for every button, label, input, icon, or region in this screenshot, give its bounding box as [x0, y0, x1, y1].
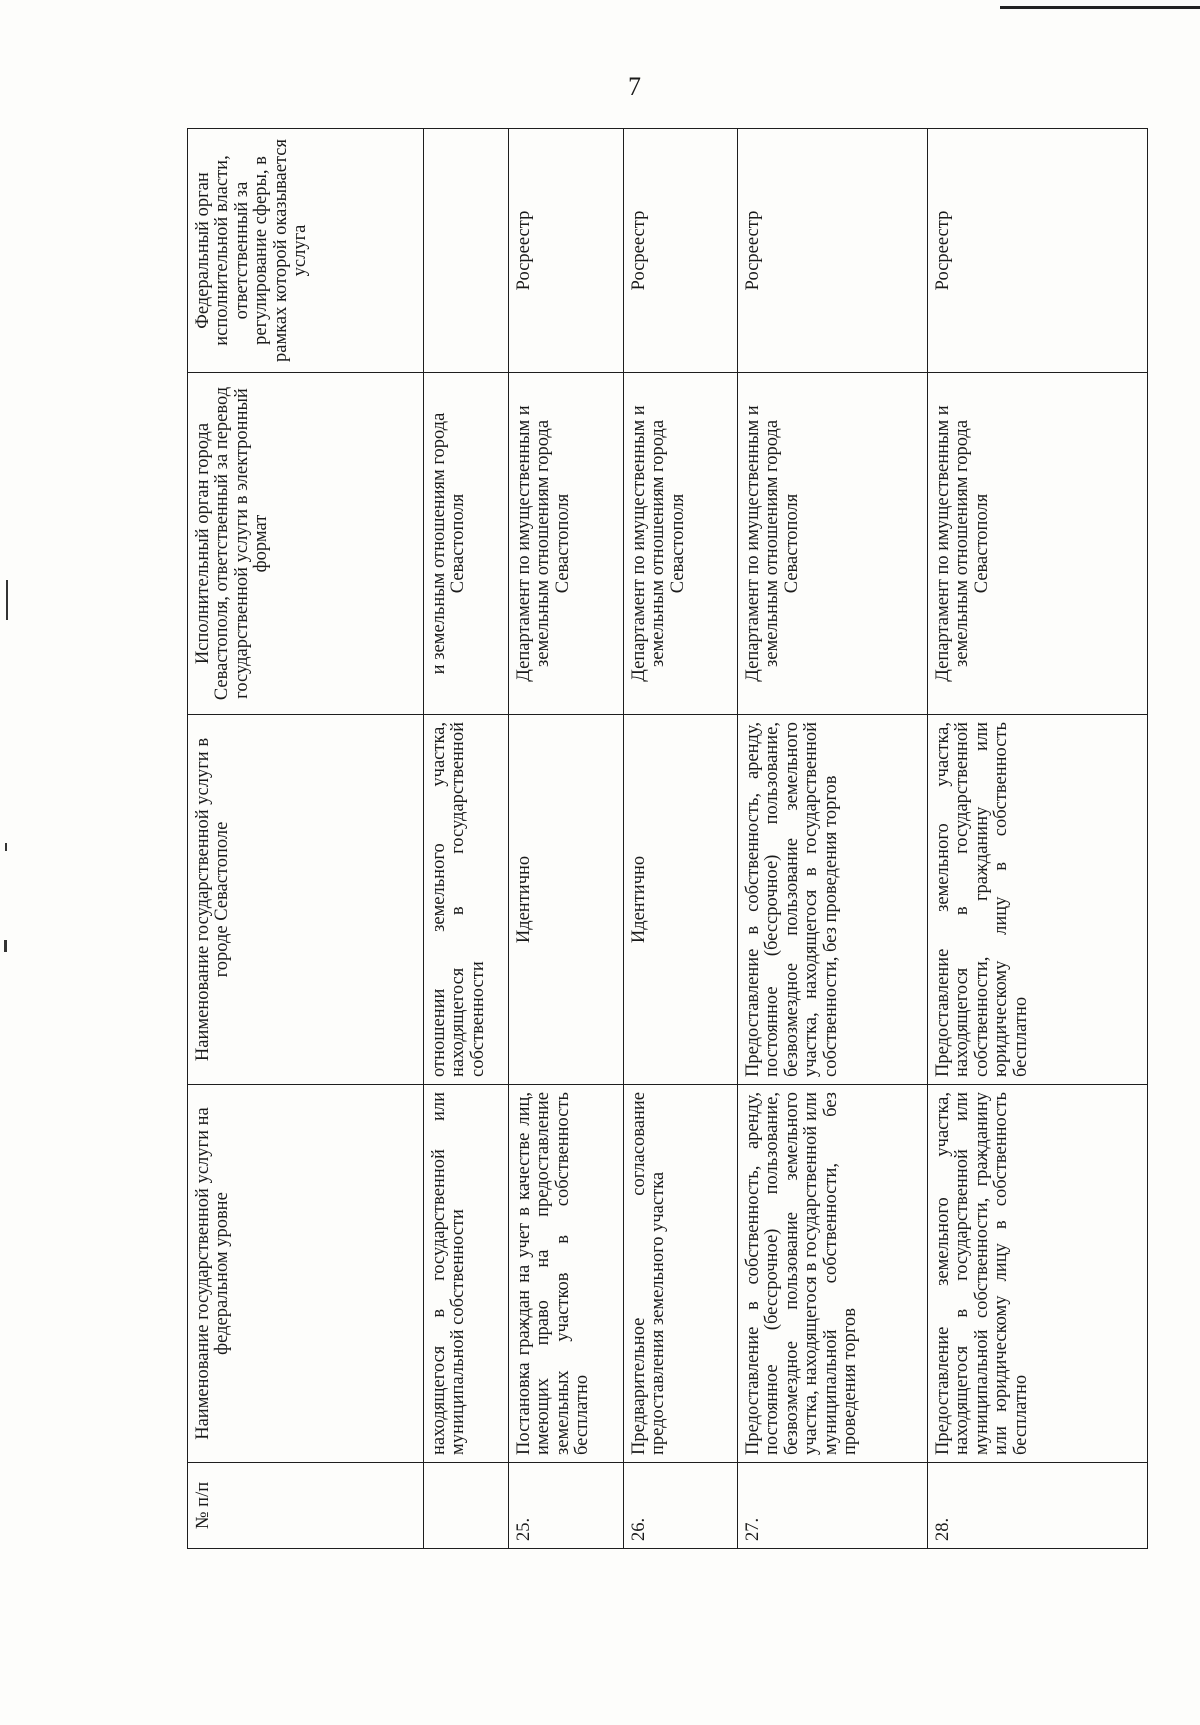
cell-executive-body: Департамент по имущественным и земельным отношениям города Севастополя	[928, 373, 1148, 715]
cell-federal-service: Предоставление в собственность, аренду, постоянное (бессрочное) пользование, безвозмездное пользование земельного участка, находящегося в государственной или муниципальной собственности, без проведения торгов	[738, 1085, 928, 1463]
rotated-table-frame	[187, 129, 1147, 1549]
cell-executive-body: и земельным отношениям города Севастополя	[424, 373, 509, 715]
header-num: № п/п	[188, 1463, 424, 1549]
cell-num: 25.	[509, 1463, 624, 1549]
cell-sevastopol-service: Идентично	[624, 715, 738, 1085]
cell-num: 28.	[928, 1463, 1148, 1549]
table-container	[187, 129, 1147, 1549]
cell-executive-body: Департамент по имущественным и земельным отношениям города Севастополя	[624, 373, 738, 715]
table-row	[509, 129, 624, 1549]
cell-federal-service: Предоставление земельного участка, находящегося в государственной или муниципальной собственности, гражданину или юридическому лицу в собственность бесплатно	[928, 1085, 1148, 1463]
binding-mark	[4, 940, 7, 952]
binding-mark	[6, 580, 8, 620]
top-edge-rule	[1000, 6, 1200, 9]
cell-executive-body: Департамент по имущественным и земельным отношениям города Севастополя	[738, 373, 928, 715]
cell-executive-body: Департамент по имущественным и земельным отношениям города Севастополя	[509, 373, 624, 715]
table-row	[424, 129, 509, 1549]
cell-num: 26.	[624, 1463, 738, 1549]
table-row	[928, 129, 1148, 1549]
table-row	[624, 129, 738, 1549]
cell-federal-service: находящегося в государственной или муниципальной собственности	[424, 1085, 509, 1463]
binding-mark	[5, 843, 7, 851]
page-number: 7	[628, 72, 641, 101]
header-federal-service: Наименование государственной услуги на федеральном уровне	[188, 1085, 424, 1463]
cell-sevastopol-service: Предоставление в собственность, аренду, постоянное (бессрочное) пользование, безвозмездное пользование земельного участка, находящегося в государственной собственности, без проведения торгов	[738, 715, 928, 1085]
header-sevastopol-service: Наименование государственной услуги в городе Севастополе	[188, 715, 424, 1085]
table-row	[738, 129, 928, 1549]
table-header-row	[188, 129, 424, 1549]
cell-federal-body	[424, 129, 509, 373]
cell-sevastopol-service: отношении земельного участка, находящегося в государственной собственности	[424, 715, 509, 1085]
header-executive-body: Исполнительный орган города Севастополя, ответственный за перевод государственной услуги в электронный формат	[188, 373, 424, 715]
cell-num: 27.	[738, 1463, 928, 1549]
cell-federal-body: Росреестр	[738, 129, 928, 373]
cell-federal-body: Росреестр	[928, 129, 1148, 373]
services-table	[187, 128, 1148, 1549]
cell-federal-body: Росреестр	[509, 129, 624, 373]
cell-sevastopol-service: Идентично	[509, 715, 624, 1085]
cell-federal-body: Росреестр	[624, 129, 738, 373]
cell-sevastopol-service: Предоставление земельного участка, находящегося в государственной собственности, гражданину или юридическому лицу в собственность бесплатно	[928, 715, 1148, 1085]
header-federal-body: Федеральный орган исполнительной власти, ответственный за регулирование сферы, в рамках которой оказывается услуга	[188, 129, 424, 373]
cell-federal-service: Предварительное согласование предоставления земельного участка	[624, 1085, 738, 1463]
cell-federal-service: Постановка граждан на учет в качестве лиц, имеющих право на предоставление земельных участков в собственность бесплатно	[509, 1085, 624, 1463]
cell-num	[424, 1463, 509, 1549]
